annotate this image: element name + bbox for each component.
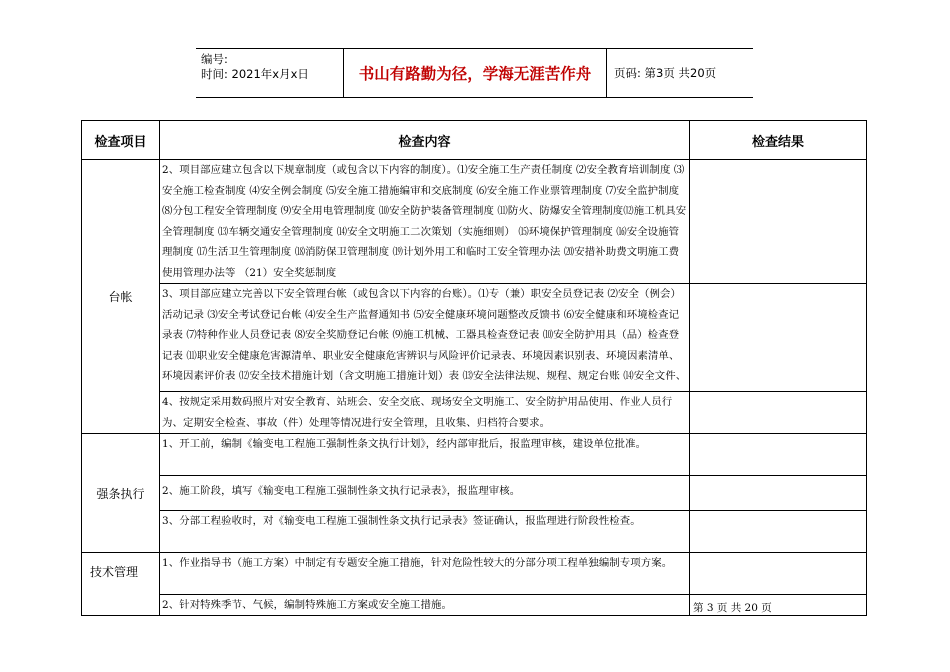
content-cell xyxy=(160,434,690,476)
content-text: 2、项目部应建立包含以下规章制度（或包含以下内容的制度）。⑴安全施工生产责任制度 ⑵安全教育培训制度 ⑶安全施工检查制度 ⑷安全例会制度 ⑸安全施工措施编审和交底制度 ⑹安全施工作业票管理制度 ⑺安全监护制度 ⑻分包工程安全管理制度 ⑼安全用电管理制度 ⑽安全防护装备管理制度 ⑾防火、防爆安全管理制度⑿施工机具安全管理制度 ⒀车辆交通安全管理制度 ⒁安全文明施工二次策划（实施细则） ⒂环境保护管理制度 ⒃安全设施管理制度 ⒄生活卫生管理制度 ⒅消防保卫管理制度 ⒆计划外用工和临时工安全管理办法 ⒇安措补助费文明施工费使用管理办法等 （21）安全奖惩制度 xyxy=(162,164,687,279)
result-cell[interactable] xyxy=(690,392,867,434)
motto-text: 书山有路勤为径，学海无涯苦作舟 xyxy=(344,49,607,97)
page-info: 页码: 第3页 共20页 xyxy=(614,66,717,80)
result-cell[interactable] xyxy=(690,553,867,595)
number-label: 编号: xyxy=(201,52,228,66)
col-header-result: 检查结果 xyxy=(690,121,867,160)
time-label: 时间: 2021年x月x日 xyxy=(201,67,309,81)
table-row xyxy=(82,511,867,553)
group-label-mandatory: 强条执行 xyxy=(82,434,160,553)
table-row xyxy=(82,160,867,284)
table-row xyxy=(82,284,867,392)
result-cell[interactable] xyxy=(690,476,867,511)
page-footer: 第 3 页 共 20 页 xyxy=(693,602,772,614)
group-label-technical: 技术管理 xyxy=(82,553,160,616)
content-cell xyxy=(160,511,690,553)
content-cell xyxy=(160,392,690,434)
inspection-table xyxy=(81,120,867,616)
content-text: 4、按规定采用数码照片对安全教育、站班会、安全交底、现场安全文明施工、安全防护用品使用、作业人员行为、定期安全检查、事故（件）处理等情况进行安全管理，且收集、归档符合要求。 xyxy=(162,396,673,429)
content-cell xyxy=(160,595,690,616)
content-cell xyxy=(160,160,690,284)
table-row xyxy=(82,392,867,434)
page-header xyxy=(196,48,753,98)
content-cell xyxy=(160,476,690,511)
content-text: 1、开工前，编制《输变电工程施工强制性条文执行计划》，经内部审批后，报监理审核，建设单位批准。 xyxy=(162,438,647,450)
content-text: 3、项目部应建立完善以下安全管理台帐（或包含以下内容的台账）。⑴专（兼）职安全员登记表 ⑵安全（例会）活动记录 ⑶安全考试登记台帐 ⑷安全生产监督通知书 ⑸安全健康环境问题整改反馈书 ⑹安全健康和环境检查记录表 ⑺特种作业人员登记表 ⑻安全奖励登记台帐 ⑼施工机械、工器具检查登记表 ⑽安全防护用具（品）检查登记表 ⑾职业安全健康危害源清单、职业安全健康危害辨识与风险评价记录表、环境因素识别表、环境因素清单、环境因素评价表 ⑿安全技术措施计划（含文明施工措施计划）表 ⒀安全法律法规、规程、规定台账 ⒁安全文件、 xyxy=(162,288,687,382)
table-row xyxy=(82,434,867,476)
content-cell xyxy=(160,284,690,392)
content-text: 1、作业指导书（施工方案）中制定有专题安全施工措施，针对危险性较大的分部分项工程单独编制专项方案。 xyxy=(162,557,673,569)
result-cell[interactable] xyxy=(690,284,867,392)
content-text: 2、针对特殊季节、气候，编制特殊施工方案或安全施工措施。 xyxy=(162,599,452,611)
col-header-content: 检查内容 xyxy=(160,121,690,160)
content-text: 2、施工阶段，填写《输变电工程施工强制性条文执行记录表》，报监理审核。 xyxy=(162,485,521,497)
result-cell[interactable] xyxy=(690,160,867,284)
header-meta xyxy=(196,49,344,97)
result-cell[interactable] xyxy=(690,511,867,553)
table-header-row xyxy=(82,121,867,160)
group-label-ledger: 台帐 xyxy=(82,160,160,434)
result-cell[interactable] xyxy=(690,434,867,476)
content-cell xyxy=(160,553,690,595)
table-row xyxy=(82,553,867,595)
col-header-item: 检查项目 xyxy=(82,121,160,160)
content-text: 3、分部工程验收时，对《输变电工程施工强制性条文执行记录表》签证确认，报监理进行阶段性检查。 xyxy=(162,515,641,527)
table-row xyxy=(82,476,867,511)
